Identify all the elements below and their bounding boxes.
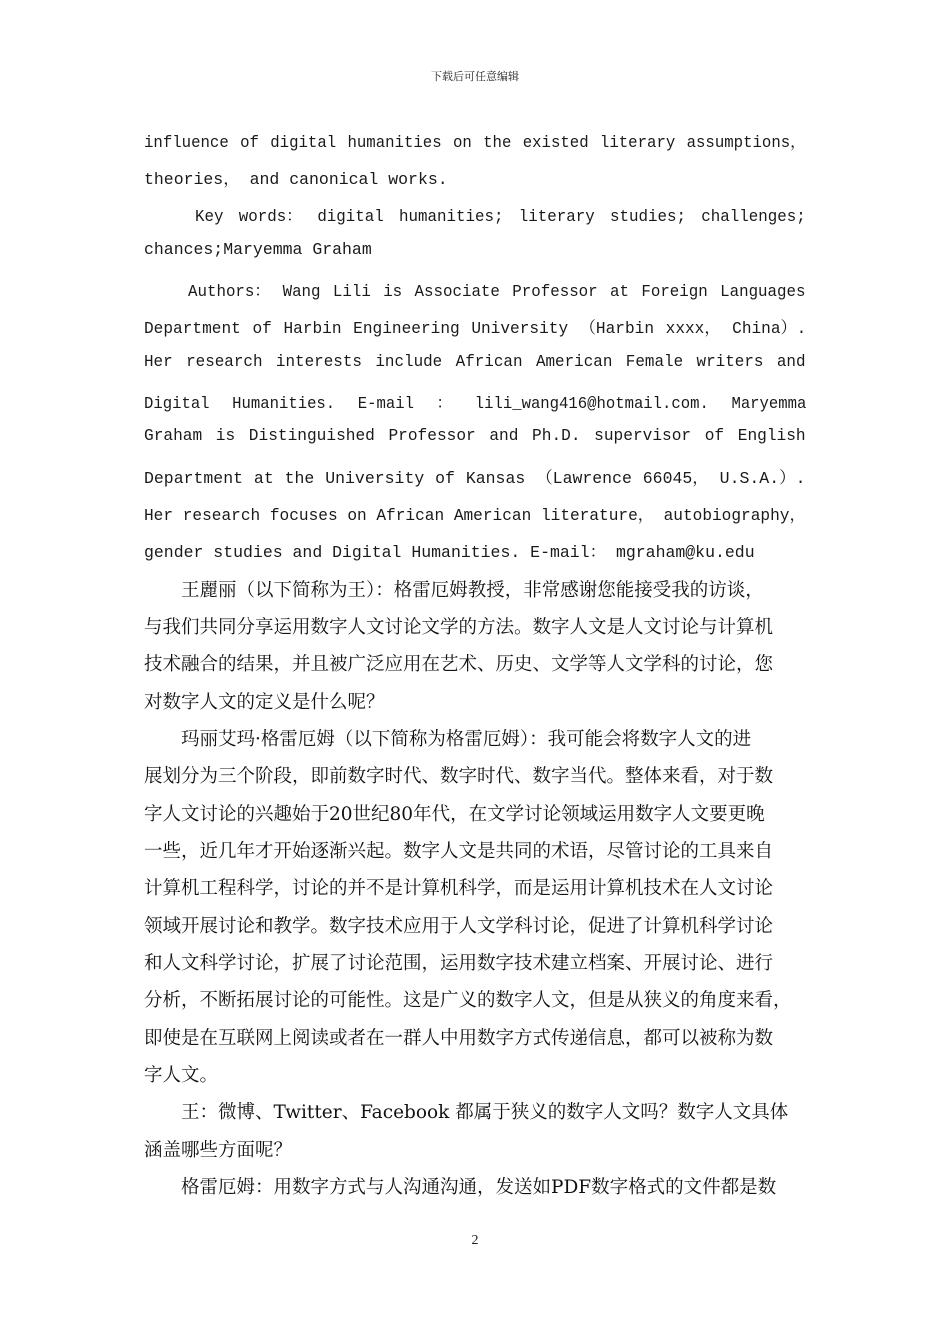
text-line: 展划分为三个阶段，即前数字时代、数字时代、数字当代。整体来看，对于数 xyxy=(144,766,774,787)
text-line: 一些，近几年才开始逐渐兴起。数字人文是共同的术语，尽管讨论的工具来自 xyxy=(144,841,774,862)
text-line: Department of Harbin Engineering University （Harbin xxxx， China）. xyxy=(144,319,807,338)
text-line: 玛丽艾玛·格雷厄姆（以下简称为格雷厄姆）：我可能会将数字人文的进 xyxy=(181,729,752,750)
text-line: Her research focuses on African American literature， autobiography， xyxy=(144,506,806,525)
text-line: gender studies and Digital Humanities. E-mail： mgraham@ku.edu xyxy=(144,543,755,562)
page-header: 下载后可任意编辑 xyxy=(431,70,519,83)
text-line: 字人文讨论的兴趣始于20世纪80年代，在文学讨论领域运用数字人文要更晚 xyxy=(144,804,765,825)
text-line: Key words： digital humanities; literary studies; challenges; xyxy=(195,207,806,226)
text-line: 与我们共同分享运用数字人文讨论文学的方法。数字人文是人文讨论与计算机 xyxy=(144,617,774,638)
text-line: 即使是在互联网上阅读或者在一群人中用数字方式传递信息，都可以被称为数 xyxy=(144,1028,774,1049)
text-line: Authors： Wang Lili is Associate Professor at Foreign Languages xyxy=(188,282,806,301)
text-line: Her research interests include African American Female writers and xyxy=(144,352,806,371)
text-line: 格雷厄姆：用数字方式与人沟通沟通，发送如PDF数字格式的文件都是数 xyxy=(181,1177,777,1198)
text-line: Graham is Distinguished Professor and Ph.D. supervisor of English xyxy=(144,426,806,445)
text-line: 字人文。 xyxy=(144,1065,219,1086)
text-line: theories， and canonical works. xyxy=(144,170,448,189)
text-line: chances;Maryemma Graham xyxy=(144,240,372,259)
text-line: Department at the University of Kansas （Lawrence 66045， U.S.A.）. xyxy=(144,469,806,488)
text-line: 和人文科学讨论，扩展了讨论范围，运用数字技术建立档案、开展讨论、进行 xyxy=(144,953,774,974)
page-number: 2 xyxy=(471,1233,479,1248)
text-line: Digital Humanities. E-mail ： lili_wang416@hotmail.com. Maryemma xyxy=(144,394,807,413)
text-line: 分析，不断拓展讨论的可能性。这是广义的数字人文，但是从狭义的角度来看， xyxy=(144,990,792,1011)
text-line: 领域开展讨论和教学。数字技术应用于人文学科讨论，促进了计算机科学讨论 xyxy=(144,916,774,937)
text-line: 对数字人文的定义是什么呢？ xyxy=(144,692,385,713)
text-line: 涵盖哪些方面呢？ xyxy=(144,1140,293,1161)
text-line: 计算机工程科学，讨论的并不是计算机科学，而是运用计算机技术在人文讨论 xyxy=(144,878,774,899)
text-line: 王麗丽（以下简称为王）：格雷厄姆教授，非常感谢您能接受我的访谈， xyxy=(181,580,764,601)
text-line: influence of digital humanities on the existed literary assumptions， xyxy=(144,133,806,152)
text-line: 技术融合的结果，并且被广泛应用在艺术、历史、文学等人文学科的讨论，您 xyxy=(144,654,774,675)
text-line: 王：微博、Twitter、Facebook 都属于狭义的数字人文吗？数字人文具体 xyxy=(181,1102,789,1123)
